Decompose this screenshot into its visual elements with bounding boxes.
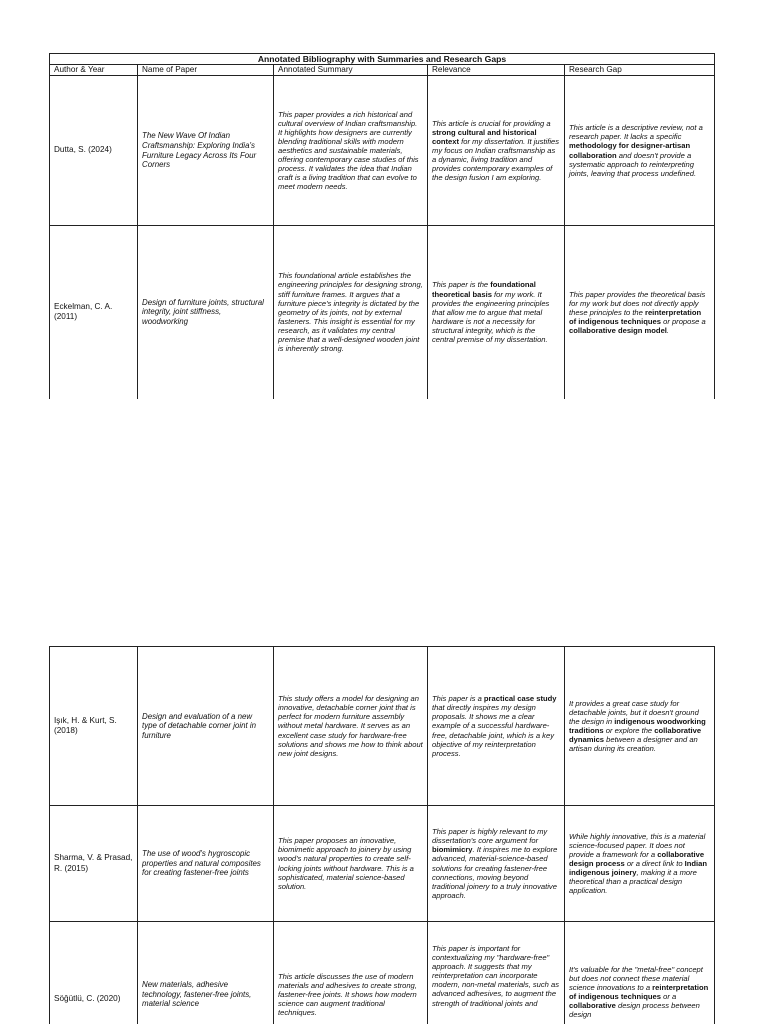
emphasis-text: practical case study [483, 694, 557, 704]
summary-cell: This foundational article establishes the engineering principles for designing strong, stiff furniture frames. It argues that a furniture piece's integrity is dictated by the geometry of its joints, not by external fasteners. This insight is essential for my research, as it validates my central premise that a well-designed wooden joint is inherently strong. [274, 226, 428, 399]
body-text: or a [660, 992, 677, 1002]
emphasis-text: indigenous woodworking traditions [569, 716, 706, 735]
body-text: This paper is a [432, 694, 484, 704]
emphasis-text: Indian indigenous joinery [569, 858, 708, 878]
relevance-cell [428, 922, 565, 1024]
emphasis-text: collaborative dynamics [569, 726, 702, 745]
research-gap-cell [565, 647, 715, 806]
page-two-table-block [49, 646, 715, 1024]
relevance-cell [428, 647, 565, 806]
paper-title-cell: The New Wave Of Indian Craftsmanship: Exploring India's Furniture Legacy Across Its Four Corners [138, 76, 274, 226]
table-row [50, 226, 715, 399]
body-text: or propose a [660, 316, 706, 326]
emphasis-text: strong cultural and historical context [432, 127, 537, 146]
body-text: . It inspires me to explore advanced, material-science-based solutions for creating fastener-free connections, moving beyond traditional joinery to a truly innovative approach. [432, 845, 558, 900]
summary-cell: This paper provides a rich historical and cultural overview of Indian craftsmanship. It highlights how designers are currently blending traditional skills with modern aesthetics and sustainable materials, offering contemporary case studies of this process. It validates the idea that Indian craft is a living tradition that can evolve to meet modern needs. [274, 76, 428, 226]
author-cell: Söğütlü, C. (2020) [50, 922, 138, 1024]
research-gap-cell [565, 806, 715, 922]
body-text: and doesn't provide a systematic approach to reinterpreting joints, leaving that process undefined. [569, 150, 697, 178]
body-text: , making it a more theoretical than a practical design application. [569, 868, 697, 896]
body-text: or explore the [603, 726, 655, 735]
emphasis-text: foundational theoretical basis [432, 280, 536, 299]
research-gap-cell [565, 922, 715, 1024]
header-research-gap: Research Gap [565, 65, 715, 76]
summary-cell: This article discusses the use of modern materials and adhesives to create strong, fastener-free joints. It shows how modern science can augment traditional techniques. [274, 922, 428, 1024]
emphasis-text: collaborative [569, 1001, 616, 1011]
body-text: This paper is important for contextualizing my "hardware-free" approach. It suggests that my reinterpretation can incorporate modern, non-metal materials, such as advanced adhesives, to augment the strength of traditional joints and [432, 944, 560, 1008]
emphasis-text: biomimicry [432, 845, 473, 855]
summary-cell: This study offers a model for designing an innovative, detachable corner joint that is perfect for modern furniture assembly without metal hardware. It serves as an excellent case study for hardware-free solutions and shows me how to think about new joint designs. [274, 647, 428, 806]
emphasis-text: collaborative design model [569, 325, 667, 335]
paper-title-cell: Design and evaluation of a new type of detachable corner joint in furniture [138, 647, 274, 806]
header-name-of-paper: Name of Paper [138, 65, 274, 76]
paper-title-cell: New materials, adhesive technology, fastener-free joints, material science [138, 922, 274, 1024]
body-text: for my work. It provides the engineering principles that allow me to argue that metal hardware is not a necessity for structural integrity, which is the central premise of my dissertation. [432, 289, 550, 344]
research-gap-cell [565, 76, 715, 226]
body-text: While highly innovative, this is a material science-focused paper. It does not provide a framework for a [569, 831, 706, 859]
emphasis-text: reinterpretation of indigenous techniques [569, 983, 709, 1002]
header-row [50, 65, 715, 76]
body-text: It provides a great case study for detachable joints, but it doesn't ground the design in [569, 698, 699, 726]
body-text: This paper provides the theoretical basis for my work but does not directly apply these principles to the [569, 289, 706, 317]
body-text: between a designer and an artisan during its creation. [569, 735, 698, 754]
body-text: or a direct link to [624, 858, 685, 868]
header-author-year: Author & Year [50, 65, 138, 76]
author-cell: Işık, H. & Kurt, S. (2018) [50, 647, 138, 806]
body-text: for my dissertation. It justifies my focus on Indian craftsmanship as a dynamic, living tradition and provides contemporary examples of the design fusion I am exploring. [432, 136, 560, 183]
header-relevance: Relevance [428, 65, 565, 76]
body-text: . [666, 325, 670, 335]
bibliography-table-page-2 [49, 646, 715, 1024]
author-cell: Dutta, S. (2024) [50, 76, 138, 226]
bibliography-table-page-1 [49, 53, 715, 399]
body-text: This paper is highly relevant to my dissertation's core argument for [432, 827, 548, 846]
research-gap-cell [565, 226, 715, 399]
summary-cell: This paper proposes an innovative, biomimetic approach to joinery by using wood's natural properties to create self-locking joints without hardware. This is a sophisticated, material science-based solution. [274, 806, 428, 922]
body-text: that directly inspires my design proposals. It shows me a clear example of a successful hardware-free, detachable joint, which is a key objective of my reinterpretation process. [432, 703, 554, 758]
table-row [50, 806, 715, 922]
body-text: This article is a descriptive review, not a research paper. It lacks a specific [569, 123, 703, 142]
page-one-table-block [49, 53, 714, 399]
relevance-cell [428, 226, 565, 399]
table-row [50, 922, 715, 1024]
header-annotated-summary: Annotated Summary [274, 65, 428, 76]
relevance-cell [428, 806, 565, 922]
relevance-cell [428, 76, 565, 226]
table-row [50, 647, 715, 806]
emphasis-text: collaborative design process [569, 849, 705, 868]
body-text: design process between design [569, 1001, 700, 1020]
emphasis-text: methodology for designer-artisan collaboration [569, 141, 691, 160]
table-row [50, 76, 715, 226]
author-cell: Eckelman, C. A. (2011) [50, 226, 138, 399]
paper-title-cell: The use of wood's hygroscopic properties and natural composites for creating fastener-free joints [138, 806, 274, 922]
body-text: This paper is the [432, 280, 491, 290]
table-title: Annotated Bibliography with Summaries and Research Gaps [50, 54, 715, 65]
paper-title-cell: Design of furniture joints, structural integrity, joint stiffness, woodworking [138, 226, 274, 399]
body-text: It's valuable for the "metal-free" concept but does not connect these material science innovations to a [569, 965, 703, 993]
emphasis-text: reinterpretation of indigenous techniques [569, 307, 702, 326]
author-cell: Sharma, V. & Prasad, R. (2015) [50, 806, 138, 922]
body-text: This article is crucial for providing a [432, 118, 551, 128]
